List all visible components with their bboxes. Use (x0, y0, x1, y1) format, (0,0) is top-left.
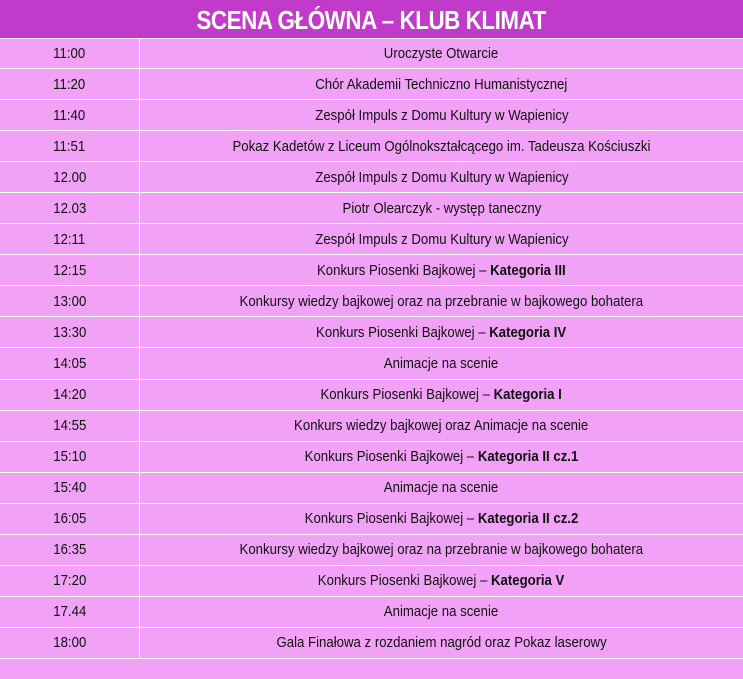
time-text: 11:40 (53, 106, 86, 124)
event-text: Gala Finałowa z rozdaniem nagród oraz Pokaz laserowy (276, 634, 607, 652)
event-text: Konkurs Piosenki Bajkowej – (317, 261, 491, 279)
schedule-row (0, 255, 743, 286)
event-text: Pokaz Kadetów z Liceum Ogólnokształcącego im. Tadeusza Kościuszki (232, 137, 651, 155)
time-cell (0, 535, 140, 565)
time-cell (0, 473, 140, 503)
event-text: Konkursy wiedzy bajkowej oraz na przebranie w bajkowego bohatera (239, 541, 644, 559)
schedule-row (0, 566, 743, 597)
event-text: Konkursy wiedzy bajkowej oraz na przebranie w bajkowego bohatera (239, 292, 644, 310)
time-text: 12.03 (52, 199, 87, 217)
event-content (317, 262, 566, 279)
event-category: Kategoria II cz.1 (477, 448, 579, 466)
event-cell (140, 411, 743, 441)
schedule-title-text: SCENA GŁÓWNA – KLUB KLIMAT (196, 4, 547, 35)
time-text: 15:10 (52, 448, 87, 466)
schedule-row (0, 69, 743, 100)
time-cell (0, 411, 140, 441)
event-content (315, 76, 567, 93)
event-text: Chór Akademii Techniczno Humanistycznej (315, 75, 568, 93)
time-text: 11:51 (53, 137, 86, 155)
time-cell (0, 348, 140, 378)
event-category: Kategoria II cz.2 (477, 510, 579, 528)
time-text: 11:20 (53, 75, 86, 93)
time-cell (0, 131, 140, 161)
schedule-title (0, 0, 743, 38)
event-content (315, 231, 568, 248)
time-cell (0, 69, 140, 99)
schedule-rows (0, 38, 743, 659)
event-content (342, 200, 541, 217)
time-text: 17.44 (52, 603, 87, 621)
event-category: Kategoria IV (489, 323, 567, 341)
schedule-row (0, 380, 743, 411)
event-text: Zespół Impuls z Domu Kultury w Wapienicy (314, 168, 569, 186)
event-content (384, 355, 498, 372)
event-content (384, 45, 498, 62)
event-cell (140, 348, 743, 378)
event-cell (140, 566, 743, 596)
event-cell (140, 255, 743, 285)
time-text: 17:20 (52, 572, 87, 590)
schedule-row (0, 131, 743, 162)
event-cell (140, 131, 743, 161)
event-content (276, 634, 606, 651)
event-cell (140, 69, 743, 99)
event-text: Animacje na scenie (384, 479, 499, 497)
time-text: 14:20 (52, 386, 87, 404)
event-content (321, 386, 562, 403)
time-cell (0, 193, 140, 223)
schedule-row (0, 348, 743, 379)
time-text: 13:00 (52, 292, 87, 310)
time-cell (0, 224, 140, 254)
event-cell (140, 473, 743, 503)
event-cell (140, 224, 743, 254)
event-text: Animacje na scenie (384, 354, 499, 372)
event-cell (140, 100, 743, 130)
event-content (305, 448, 579, 465)
event-content (240, 293, 644, 310)
event-text: Konkurs Piosenki Bajkowej – (304, 510, 478, 528)
event-cell (140, 193, 743, 223)
event-category: Kategoria I (493, 386, 563, 404)
time-text: 12:15 (52, 261, 87, 279)
time-cell (0, 39, 140, 68)
schedule-row (0, 224, 743, 255)
schedule-row (0, 193, 743, 224)
schedule-row (0, 442, 743, 473)
event-cell (140, 597, 743, 627)
time-text: 14:05 (52, 354, 87, 372)
time-cell (0, 566, 140, 596)
event-cell (140, 286, 743, 316)
event-content (315, 169, 568, 186)
schedule-row (0, 286, 743, 317)
time-text: 13:30 (52, 323, 87, 341)
schedule-row (0, 317, 743, 348)
time-cell (0, 597, 140, 627)
event-text: Animacje na scenie (384, 603, 499, 621)
schedule-row (0, 535, 743, 566)
schedule-row (0, 38, 743, 69)
event-category: Kategoria III (490, 261, 566, 279)
event-content (384, 603, 498, 620)
event-cell (140, 535, 743, 565)
time-text: 12:11 (53, 230, 86, 248)
event-cell (140, 504, 743, 534)
event-content (316, 324, 566, 341)
event-cell (140, 39, 743, 68)
time-text: 15:40 (52, 479, 87, 497)
time-text: 16:35 (52, 541, 87, 559)
schedule-row (0, 411, 743, 442)
time-cell (0, 162, 140, 192)
event-content (294, 417, 588, 434)
event-content (233, 138, 651, 155)
event-cell (140, 380, 743, 410)
event-content (315, 107, 568, 124)
schedule-row (0, 628, 743, 659)
event-cell (140, 628, 743, 658)
time-cell (0, 380, 140, 410)
event-text: Piotr Olearczyk - występ taneczny (342, 199, 541, 217)
event-content (240, 541, 644, 558)
time-cell (0, 255, 140, 285)
time-cell (0, 100, 140, 130)
schedule-row (0, 597, 743, 628)
time-cell (0, 504, 140, 534)
event-cell (140, 162, 743, 192)
event-content (305, 510, 579, 527)
event-text: Konkurs Piosenki Bajkowej – (304, 448, 478, 466)
event-category: Kategoria V (491, 572, 565, 590)
schedule-row (0, 473, 743, 504)
event-text: Zespół Impuls z Domu Kultury w Wapienicy (314, 106, 569, 124)
event-text: Uroczyste Otwarcie (384, 45, 499, 63)
time-text: 14:55 (52, 417, 87, 435)
time-cell (0, 628, 140, 658)
event-text: Konkurs Piosenki Bajkowej – (316, 323, 490, 341)
time-text: 16:05 (52, 510, 87, 528)
event-text: Konkurs Piosenki Bajkowej – (320, 386, 494, 404)
event-content (318, 572, 565, 589)
event-cell (140, 442, 743, 472)
event-text: Zespół Impuls z Domu Kultury w Wapienicy (314, 230, 569, 248)
time-text: 18:00 (52, 634, 87, 652)
event-text: Konkurs wiedzy bajkowej oraz Animacje na scenie (294, 417, 589, 435)
schedule-row (0, 100, 743, 131)
schedule-row (0, 504, 743, 535)
time-cell (0, 442, 140, 472)
event-content (384, 479, 498, 496)
event-text: Konkurs Piosenki Bajkowej – (318, 572, 492, 590)
schedule-row (0, 162, 743, 193)
event-cell (140, 317, 743, 347)
time-cell (0, 317, 140, 347)
time-text: 11:00 (53, 45, 86, 63)
time-cell (0, 286, 140, 316)
time-text: 12.00 (52, 168, 87, 186)
